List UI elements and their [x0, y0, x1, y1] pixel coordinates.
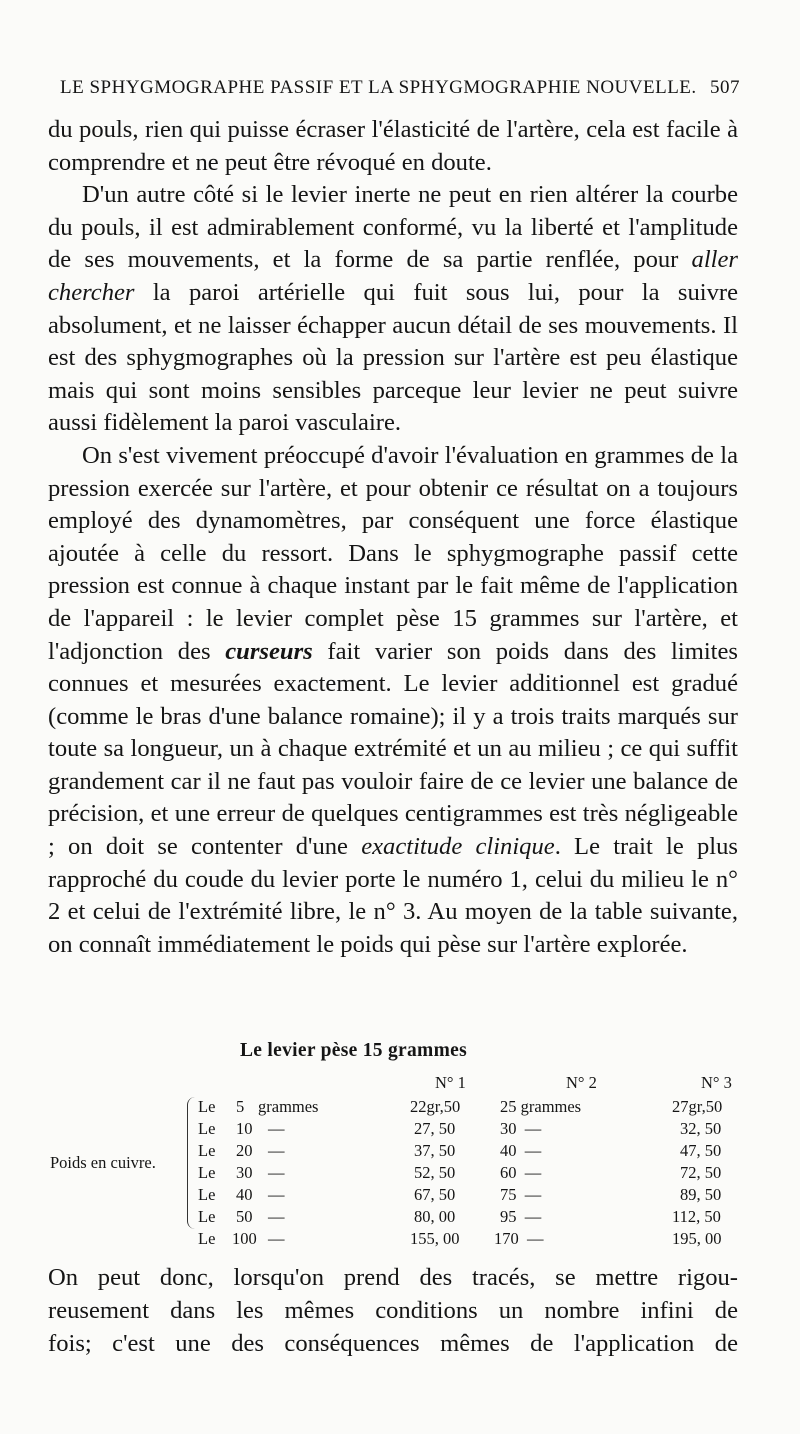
- row-value-n3: 32, 50: [680, 1119, 722, 1138]
- row-weight: 100: [232, 1229, 257, 1248]
- row-weight: 50: [236, 1207, 253, 1226]
- col-header-2: N° 2: [566, 1073, 597, 1092]
- paragraph-3-part-a: On s'est vivement préoccupé d'avoir l'évaluation en grammes de la pression exercée sur l'artère, et pour obtenir ce résultat on a toujours employé des dynamomètres, par conséquent une force élastique ajoutée à celle du ressort. Dans le sphygmographe passif cette pression est connue à chaque instant par le fait même de l'application de l'appareil : le levier complet pèse 15 grammes sur l'artère, et l'adjonction des: [48, 441, 738, 665]
- row-value-n1: 155, 00: [410, 1229, 460, 1248]
- row-label: Le: [198, 1207, 216, 1226]
- row-value-n3: 195, 00: [672, 1229, 722, 1248]
- row-value-n1: 52, 50: [414, 1163, 456, 1182]
- row-value-n3: 112, 50: [672, 1207, 721, 1226]
- paragraph-1: du pouls, rien qui puisse écraser l'élasticité de l'artère, cela est facile à comprendre et ne peut être révoqué en doute.: [48, 116, 738, 176]
- row-unit: —: [268, 1207, 285, 1226]
- running-header: [60, 77, 740, 99]
- col-header-3: N° 3: [701, 1073, 732, 1092]
- emphasis-curseurs: curseurs: [225, 637, 313, 665]
- row-label: Le: [198, 1119, 216, 1138]
- row-value-n3: 27gr,50: [672, 1097, 723, 1116]
- body-text: [48, 114, 738, 961]
- row-value-n3: 89, 50: [680, 1185, 722, 1204]
- row-value-n1: 37, 50: [414, 1141, 456, 1160]
- paragraph-3-part-b: fait varier son poids dans des limites connues et mesurées exactement. Le levier additionnel est gradué (comme le bras d'une balance romaine); il y a trois traits marqués sur toute sa longueur, un à chaque extrémité et un au milieu ; ce qui suffit grandement car il ne faut pas vouloir faire de ce levier une balance de précision, et une erreur de quelques centigrammes est très négligeable ; on doit se contenter d'une: [48, 637, 738, 861]
- row-value-n1: 80, 00: [414, 1207, 456, 1226]
- row-unit: grammes: [258, 1097, 319, 1116]
- table-title: Le levier pèse 15 grammes: [240, 1040, 467, 1061]
- row-unit: —: [268, 1163, 285, 1182]
- row-value-n2: 40 —: [500, 1141, 542, 1160]
- row-value-n2: 75 —: [500, 1185, 542, 1204]
- row-value-n2: 30 —: [500, 1119, 542, 1138]
- emphasis-exactitude-clinique: exactitude clinique: [361, 833, 555, 861]
- row-label: Le: [198, 1097, 216, 1116]
- row-value-n3: 47, 50: [680, 1141, 722, 1160]
- row-value-n3: 72, 50: [680, 1163, 722, 1182]
- paragraph-3-part-c: . Le trait le plus rapproché du coude du levier porte le numéro 1, celui du milieu le n° 2 et celui de l'extrémité libre, le n° 3. Au moyen de la table suivante, on connaît immédiatement le poids qui pèse sur l'artère explorée.: [48, 833, 738, 958]
- row-weight: 5: [236, 1097, 245, 1116]
- emphasis-aller-chercher: aller chercher: [48, 246, 738, 306]
- table-row: [198, 1097, 215, 1117]
- page-number: 507: [710, 77, 740, 98]
- row-unit: —: [268, 1119, 285, 1138]
- row-weight: 20: [236, 1141, 253, 1160]
- row-label: Le: [198, 1141, 216, 1160]
- row-value-n2: 60 —: [500, 1163, 542, 1182]
- row-value-n2: 25 grammes: [500, 1097, 582, 1116]
- row-unit: —: [268, 1141, 285, 1160]
- row-label: Le: [198, 1229, 216, 1248]
- row-unit: —: [268, 1185, 285, 1204]
- row-unit: —: [268, 1229, 285, 1248]
- col-header-1: N° 1: [435, 1073, 466, 1092]
- row-value-n1: 27, 50: [414, 1119, 456, 1138]
- row-label: Le: [198, 1163, 216, 1182]
- closing-line-3: fois; c'est une des conséquences mêmes de l'application de: [48, 1330, 738, 1357]
- row-value-n2: 170 —: [494, 1229, 544, 1248]
- paragraph-2-part-a: D'un autre côté si le levier inerte ne peut en rien altérer la courbe du pouls, il est admirablement conformé, vu la liberté et l'amplitude de ses mouvements, et la forme de sa partie renflée, pour: [48, 181, 738, 274]
- closing-line-2: reusement dans les mêmes conditions un nombre infini de: [48, 1297, 738, 1324]
- brace: [187, 1097, 196, 1229]
- row-label: Le: [198, 1185, 216, 1204]
- running-title: LE SPHYGMOGRAPHE PASSIF ET LA SPHYGMOGRAPHIE NOUVELLE.: [60, 77, 697, 98]
- row-value-n1: 22gr,50: [410, 1097, 461, 1116]
- closing-line-1: On peut donc, lorsqu'on prend des tracés, se mettre rigou-: [48, 1264, 738, 1291]
- paragraph-2: [48, 179, 738, 440]
- row-value-n1: 67, 50: [414, 1185, 456, 1204]
- paragraph-3: [48, 440, 738, 962]
- row-value-n2: 95 —: [500, 1207, 542, 1226]
- row-weight: 10: [236, 1119, 253, 1138]
- paragraph-2-part-b: la paroi artérielle qui fuit sous lui, pour la suivre absolument, et ne laisser échapper aucun détail de ses mouvements. Il est des sphygmographes où la pression sur l'artère est peu élastique mais qui sont moins sensibles parceque leur levier ne peut suivre aussi fidèlement la paroi vasculaire.: [48, 278, 738, 437]
- row-weight: 40: [236, 1185, 253, 1204]
- row-weight: 30: [236, 1163, 253, 1182]
- side-label: Poids en cuivre.: [50, 1153, 156, 1172]
